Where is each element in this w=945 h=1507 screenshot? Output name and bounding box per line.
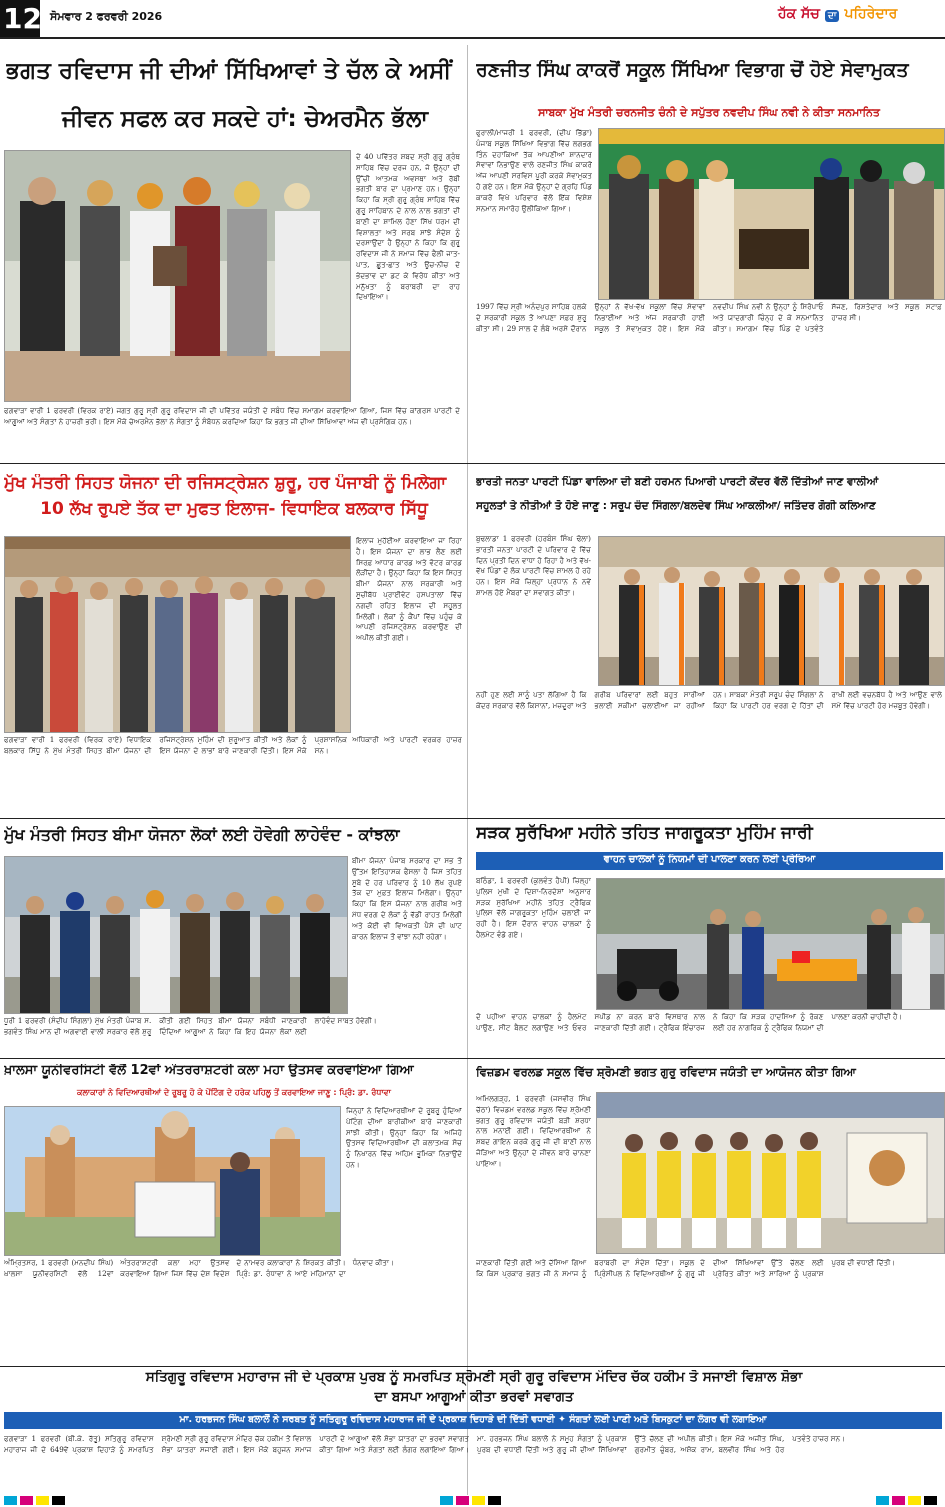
story4-body-bottom: ਨਹੀਂ ਹੁਣ ਲਈ ਸਾਨੂੰ ਪਤਾ ਲੱਗਿਆ ਹੈ ਕਿ ਕੇਂਦਰ ਸਰਕਾਰ ਵੱਲੋਂ ਕਿਸਾਨਾਂ, ਮਜ਼ਦੂਰਾਂ ਅਤੇ ਗਰੀਬ ਪਰਿਵਾਰਾਂ ਲਈ ਬਹੁਤ ਸਾਰੀਆਂ ਭਲਾਈ ਸਕੀਮਾਂ ਚਲਾਈਆਂ ਜਾ ਰਹੀਆਂ ਹਨ। ਸਾਬਕਾ ਮੰਤਰੀ ਸਰੂਪ ਚੰਦ ਸਿੰਗਲਾ ਨੇ ਕਿਹਾ ਕਿ ਪਾਰਟੀ ਹਰ ਵਰਗ ਦੇ ਹਿੱਤਾਂ ਦੀ ਰਾਖੀ ਲਈ ਵਚਨਬੱਧ ਹੈ ਅਤੇ ਆਉਣ ਵਾਲੇ ਸਮੇਂ ਵਿੱਚ ਪਾਰਟੀ ਹੋਰ ਮਜ਼ਬੂਤ ਹੋਵੇਗੀ। [476, 690, 942, 710]
story8-body-bottom: ਜਾਣਕਾਰੀ ਦਿੱਤੀ ਗਈ ਅਤੇ ਦੱਸਿਆ ਗਿਆ ਕਿ ਕਿਸ ਪ੍ਰਕਾਰ ਭਗਤ ਜੀ ਨੇ ਸਮਾਜ ਨੂੰ ਬਰਾਬਰੀ ਦਾ ਸੰਦੇਸ਼ ਦਿੱਤਾ। ਸਕੂਲ ਦੇ ਪ੍ਰਿੰਸੀਪਲ ਨੇ ਵਿਦਿਆਰਥੀਆਂ ਨੂੰ ਗੁਰੂ ਜੀ ਦੀਆਂ ਸਿੱਖਿਆਵਾਂ ਉੱਤੇ ਚੱਲਣ ਲਈ ਪ੍ਰੇਰਿਤ ਕੀਤਾ ਅਤੇ ਸਾਰਿਆਂ ਨੂੰ ਪ੍ਰਕਾਸ਼ ਪੁਰਬ ਦੀ ਵਧਾਈ ਦਿੱਤੀ। [476, 1258, 896, 1278]
story2-subheadline: ਸਾਬਕਾ ਮੁੱਖ ਮੰਤਰੀ ਚਰਨਜੀਤ ਚੰਨੀ ਦੇ ਸਪੁੱਤਰ ਨਵਦੀਪ ਸਿੰਘ ਨਵੀ ਨੇ ਕੀਤਾ ਸਨਮਾਨਿਤ [538, 106, 880, 119]
story1-caption: ਫਗਵਾੜਾ ਵਾਰੀ 1 ਫਰਵਰੀ (ਵਿਰਕ ਰਾਏ) ਜਗਤ ਗੁਰੂ ਸ੍ਰੀ ਗੁਰੂ ਰਵਿਦਾਸ ਜੀ ਦੀ ਪਵਿੱਤਰ ਜਯੰਤੀ ਦੇ ਸਬੰਧ ਵਿੱਚ ਸਮਾਗਮ ਕਰਵਾਇਆ ਗਿਆ, ਜਿਸ ਵਿੱਚ ਕਾਂਗਰਸ ਪਾਰਟੀ ਦੇ ਆਗੂਆਂ ਅਤੇ ਸੰਗਤਾਂ ਨੇ ਹਾਜ਼ਰੀ ਭਰੀ। ਇਸ ਮੌਕੇ ਚੇਅਰਮੈਨ ਭੱਲਾ ਨੇ ਸੰਗਤਾਂ ਨੂੰ ਸੰਬੋਧਨ ਕਰਦਿਆਂ ਕਿਹਾ ਕਿ ਭਗਤ ਜੀ ਦੀਆਂ ਸਿੱਖਿਆਵਾਂ ਅੱਜ ਵੀ ਪ੍ਰਸੰਗਿਕ ਹਨ। [4, 406, 460, 426]
story5-headline: ਮੁੱਖ ਮੰਤਰੀ ਸਿਹਤ ਬੀਮਾ ਯੋਜਨਾ ਲੋਕਾਂ ਲਈ ਹੋਵੇਗੀ ਲਾਹੇਵੰਦ - ਕਾਂਝਲਾ [4, 826, 400, 844]
section-rule-4 [0, 1366, 945, 1367]
story3-body: ਇਲਾਜ ਮੁਹੱਈਆ ਕਰਵਾਇਆ ਜਾ ਰਿਹਾ ਹੈ। ਇਸ ਯੋਜਨਾ ਦਾ ਲਾਭ ਲੈਣ ਲਈ ਸਿਰਫ਼ ਆਧਾਰ ਕਾਰਡ ਅਤੇ ਵੋਟਰ ਕਾਰਡ ਲੋੜੀਂਦਾ ਹੈ। ਉਨ੍ਹਾਂ ਕਿਹਾ ਕਿ ਇਸ ਸਿਹਤ ਬੀਮਾ ਯੋਜਨਾ ਨਾਲ ਸਰਕਾਰੀ ਅਤੇ ਸੂਚੀਬੱਧ ਪ੍ਰਾਈਵੇਟ ਹਸਪਤਾਲਾਂ ਵਿੱਚ ਨਗਦੀ ਰਹਿਤ ਇਲਾਜ ਦੀ ਸਹੂਲਤ ਮਿਲੇਗੀ। ਲੋਕਾਂ ਨੂੰ ਕੈਂਪਾਂ ਵਿੱਚ ਪਹੁੰਚ ਕੇ ਆਪਣੀ ਰਜਿਸਟ੍ਰੇਸ਼ਨ ਕਰਵਾਉਣ ਦੀ ਅਪੀਲ ਕੀਤੀ ਗਈ। [356, 536, 462, 643]
story2-headline: ਰਣਜੀਤ ਸਿੰਘ ਕਾਕਰੋਂ ਸਕੂਲ ਸਿੱਖਿਆ ਵਿਭਾਗ ਚੋਂ ਹੋਏ ਸੇਵਾਮੁਕਤ [476, 60, 909, 81]
story4-headline-line2: ਸਹੂਲਤਾਂ ਤੇ ਨੀਤੀਆਂ ਤੋ ਹੋਏ ਜਾਣੂ : ਸਰੂਪ ਚੰਦ ਸਿੰਗਲਾ/ਬਲਦੇਵ ਸਿੰਘ ਆਕਲੀਆ/ ਜਤਿੰਦਰ ਗੋਗੀ ਕਲਿਆਣ [476, 500, 876, 512]
story1-headline-line2: ਜੀਵਨ ਸਫਲ ਕਰ ਸਕਦੇ ਹਾਂ: ਚੇਅਰਮੈਨ ਭੱਲਾ [62, 106, 428, 132]
masthead-word-3: ਪਹਿਰੇਦਾਰ [844, 6, 898, 22]
masthead-word-1: ਹੱਕ ਸੱਚ [778, 6, 820, 22]
story6-subheadline: ਵਾਹਨ ਚਾਲਕਾਂ ਨੂੰ ਨਿਯਮਾਂ ਦੀ ਪਾਲਣਾ ਕਰਨ ਲਈ ਪ੍ਰੇਰਿਆ [603, 854, 816, 865]
masthead-word-2: ਦਾ [825, 10, 840, 22]
story8-headline: ਵਿਜ਼ਡਮ ਵਰਲਡ ਸਕੂਲ ਵਿੱਚ ਸ਼੍ਰੋਮਣੀ ਭਗਤ ਗੁਰੂ ਰਵਿਦਾਸ ਜਯੰਤੀ ਦਾ ਆਯੋਜਨ ਕੀਤਾ ਗਿਆ [476, 1066, 856, 1079]
story9-body: ਫਗਵਾੜਾ 1 ਫਰਵਰੀ (ਬੀ.ਕੇ. ਰੱਤੂ) ਸਤਿਗੁਰੂ ਰਵਿਦਾਸ ਮਹਾਰਾਜ ਜੀ ਦੇ 649ਵੇਂ ਪ੍ਰਕਾਸ਼ ਦਿਹਾੜੇ ਨੂੰ ਸਮਰਪਿਤ ਸ਼੍ਰੋਮਣੀ ਸ੍ਰੀ ਗੁਰੂ ਰਵਿਦਾਸ ਮੰਦਿਰ ਚੱਕ ਹਕੀਮ ਤੋਂ ਵਿਸ਼ਾਲ ਸ਼ੋਭਾ ਯਾਤਰਾ ਸਜਾਈ ਗਈ। ਇਸ ਮੌਕੇ ਬਹੁਜਨ ਸਮਾਜ ਪਾਰਟੀ ਦੇ ਆਗੂਆਂ ਵੱਲੋਂ ਸ਼ੋਭਾ ਯਾਤਰਾ ਦਾ ਭਰਵਾਂ ਸਵਾਗਤ ਕੀਤਾ ਗਿਆ ਅਤੇ ਸੰਗਤਾਂ ਲਈ ਲੰਗਰ ਲਗਾਇਆ ਗਿਆ। ਮਾ. ਹਰਭਜਨ ਸਿੰਘ ਬਲਾਲੋਂ ਨੇ ਸਮੂਹ ਸੰਗਤਾਂ ਨੂੰ ਪ੍ਰਕਾਸ਼ ਪੁਰਬ ਦੀ ਵਧਾਈ ਦਿੱਤੀ ਅਤੇ ਗੁਰੂ ਜੀ ਦੀਆਂ ਸਿੱਖਿਆਵਾਂ ਉੱਤੇ ਚੱਲਣ ਦੀ ਅਪੀਲ ਕੀਤੀ। ਇਸ ਮੌਕੇ ਅਜੀਤ ਸਿੰਘ, ਗੁਰਮੀਤ ਚੁੰਬਰ, ਅਸ਼ੋਕ ਰਾਮ, ਬਲਵੀਰ ਸਿੰਘ ਅਤੇ ਹੋਰ ਪਤਵੰਤੇ ਹਾਜ਼ਰ ਸਨ। [4, 1434, 845, 1454]
story9-headline-line1: ਸਤਿਗੁਰੂ ਰਵਿਦਾਸ ਮਹਾਰਾਜ ਜੀ ਦੇ ਪ੍ਰਕਾਸ਼ ਪੁਰਬ ਨੂੰ ਸਮਰਪਿਤ ਸ਼੍ਰੋਮਣੀ ਸ੍ਰੀ ਗੁਰੂ ਰਵਿਦਾਸ ਮੰਦਿਰ ਚੱਕ ਹਕੀਮ ਤੋ ਸਜਾਈ ਵਿਸ਼ਾਲ ਸ਼ੋਭਾ [145, 1370, 803, 1385]
registration-cyan [4, 1496, 17, 1505]
story3-headline-line2: 10 ਲੱਖ ਰੁਪਏ ਤੱਕ ਦਾ ਮੁਫਤ ਇਲਾਜ- ਵਿਧਾਇਕ ਬਲਕਾਰ ਸਿੱਧੂ [40, 500, 428, 519]
story1-body: ਦੇ 40 ਪਵਿੱਤਰ ਸ਼ਬਦ ਸ੍ਰੀ ਗੁਰੂ ਗ੍ਰੰਥ ਸਾਹਿਬ ਵਿੱਚ ਦਰਜ ਹਨ, ਜੋ ਉਨ੍ਹਾਂ ਦੀ ਉੱਚੀ ਆਤਮਕ ਅਵਸਥਾ ਅਤੇ ਰੱਬੀ ਭਗਤੀ ਬਾਰ ਦਾ ਪ੍ਰਮਾਣ ਹਨ। ਉਨ੍ਹਾਂ ਕਿਹਾ ਕਿ ਸ੍ਰੀ ਗੁਰੂ ਗ੍ਰੰਥ ਸਾਹਿਬ ਵਿੱਚ ਗੁਰੂ ਸਾਹਿਬਾਨ ਦੇ ਨਾਲ ਨਾਲ ਭਗਤਾਂ ਦੀ ਬਾਣੀ ਦਾ ਸ਼ਾਮਿਲ ਹੋਣਾ ਸਿੱਖ ਧਰਮ ਦੀ ਵਿਸ਼ਾਲਤਾ ਅਤੇ ਸਰਬ ਸਾਂਝੇ ਸੰਦੇਸ਼ ਨੂੰ ਦਰਸਾਉਂਦਾ ਹੈ ਉਨ੍ਹਾਂ ਨੇ ਕਿਹਾ ਕਿ ਗੁਰੂ ਰਵਿਦਾਸ ਜੀ ਨੇ ਸਮਾਜ ਵਿੱਚ ਫੈਲੀ ਜਾਤ-ਪਾਤ, ਛੂਤ-ਛਾਤ ਅਤੇ ਊਚ-ਨੀਚ ਦੇ ਭੇਦਭਾਵ ਦਾ ਡਟ ਕੇ ਵਿਰੋਧ ਕੀਤਾ ਅਤੇ ਮਨੁੱਖਤਾ ਨੂੰ ਬਰਾਬਰੀ ਦਾ ਰਾਹ ਦਿਖਾਇਆ। [356, 152, 460, 302]
registration-yellow-right [908, 1496, 921, 1505]
story7-photo [4, 1106, 341, 1256]
story3-caption: ਫਗਵਾੜਾ ਵਾਰੀ 1 ਫਰਵਰੀ (ਵਿਰਕ ਰਾਏ) ਵਿਧਾਇਕ ਬਲਕਾਰ ਸਿੱਧੂ ਨੇ ਮੁੱਖ ਮੰਤਰੀ ਸਿਹਤ ਬੀਮਾ ਯੋਜਨਾ ਦੀ ਰਜਿਸਟ੍ਰੇਸ਼ਨ ਮੁਹਿੰਮ ਦੀ ਸ਼ੁਰੂਆਤ ਕੀਤੀ ਅਤੇ ਲੋਕਾਂ ਨੂੰ ਇਸ ਯੋਜਨਾ ਦੇ ਲਾਭਾਂ ਬਾਰੇ ਜਾਣਕਾਰੀ ਦਿੱਤੀ। ਇਸ ਮੌਕੇ ਪ੍ਰਸ਼ਾਸਨਿਕ ਅਧਿਕਾਰੀ ਅਤੇ ਪਾਰਟੀ ਵਰਕਰ ਹਾਜ਼ਰ ਸਨ। [4, 735, 462, 755]
story7-body: ਜਿਨ੍ਹਾਂ ਨੇ ਵਿਦਿਆਰਥੀਆਂ ਦੇ ਰੂਬਰੂ ਹੁੰਦਿਆਂ ਪੇਂਟਿੰਗ ਦੀਆਂ ਬਾਰੀਕੀਆਂ ਬਾਰੇ ਜਾਣਕਾਰੀ ਸਾਂਝੀ ਕੀਤੀ। ਉਨ੍ਹਾਂ ਕਿਹਾ ਕਿ ਅਜਿਹੇ ਉਤਸਵ ਵਿਦਿਆਰਥੀਆਂ ਦੀ ਕਲਾਤਮਕ ਸੋਚ ਨੂੰ ਨਿਖਾਰਨ ਵਿੱਚ ਅਹਿਮ ਭੂਮਿਕਾ ਨਿਭਾਉਂਦੇ ਹਨ। [346, 1106, 462, 1169]
registration-magenta [20, 1496, 33, 1505]
registration-black-right [924, 1496, 937, 1505]
story5-caption: ਧੂਰੀ 1 ਫਰਵਰੀ (ਸੰਦੀਪ ਸਿੰਗਲਾ) ਮੁੱਖ ਮੰਤਰੀ ਪੰਜਾਬ ਸ. ਭਗਵੰਤ ਸਿੰਘ ਮਾਨ ਦੀ ਅਗਵਾਈ ਵਾਲੀ ਸਰਕਾਰ ਵੱਲੋਂ ਸ਼ੁਰੂ ਕੀਤੀ ਗਈ ਸਿਹਤ ਬੀਮਾ ਯੋਜਨਾ ਸਬੰਧੀ ਜਾਣਕਾਰੀ ਦਿੰਦਿਆਂ ਆਗੂਆਂ ਨੇ ਕਿਹਾ ਕਿ ਇਹ ਯੋਜਨਾ ਲੋਕਾਂ ਲਈ ਲਾਹੇਵੰਦ ਸਾਬਤ ਹੋਵੇਗੀ। [4, 1016, 377, 1036]
story3-photo [4, 536, 351, 733]
section-rule-2 [0, 818, 945, 819]
story6-body-bottom: ਦੋ ਪਹੀਆ ਵਾਹਨ ਚਾਲਕਾਂ ਨੂੰ ਹੈਲਮੇਟ ਪਾਉਣ, ਸੀਟ ਬੈਲਟ ਲਗਾਉਣ ਅਤੇ ਓਵਰ ਸਪੀਡ ਨਾ ਕਰਨ ਬਾਰੇ ਵਿਸਥਾਰ ਨਾਲ ਜਾਣਕਾਰੀ ਦਿੱਤੀ ਗਈ। ਟ੍ਰੈਫਿਕ ਇੰਚਾਰਜ ਨੇ ਕਿਹਾ ਕਿ ਸੜਕ ਹਾਦਸਿਆਂ ਨੂੰ ਰੋਕਣ ਲਈ ਹਰ ਨਾਗਰਿਕ ਨੂੰ ਟ੍ਰੈਫਿਕ ਨਿਯਮਾਂ ਦੀ ਪਾਲਣਾ ਕਰਨੀ ਚਾਹੀਦੀ ਹੈ। [476, 1012, 903, 1032]
section-rule-3 [0, 1058, 945, 1059]
section-rule-1 [0, 463, 945, 464]
page-number: 12 [3, 2, 42, 35]
registration-yellow-mid [472, 1496, 485, 1505]
registration-magenta-right [892, 1496, 905, 1505]
story1-headline-line1: ਭਗਤ ਰਵਿਦਾਸ ਜੀ ਦੀਆਂ ਸਿੱਖਿਆਵਾਂ ਤੇ ਚੱਲ ਕੇ ਅਸੀਂ [6, 58, 452, 84]
issue-date: ਸੋਮਵਾਰ 2 ਫਰਵਰੀ 2026 [50, 10, 163, 23]
story8-photo [596, 1092, 945, 1254]
story8-body-left: ਅਮਿਲਗੜ੍ਹ, 1 ਫਰਵਰੀ (ਜਸਵੀਰ ਸਿੰਘ ਚੱਠਾ) ਵਿਜ਼ਡਮ ਵਰਲਡ ਸਕੂਲ ਵਿੱਚ ਸ਼੍ਰੋਮਣੀ ਭਗਤ ਗੁਰੂ ਰਵਿਦਾਸ ਜਯੰਤੀ ਬੜੀ ਸ਼ਰਧਾ ਨਾਲ ਮਨਾਈ ਗਈ। ਵਿਦਿਆਰਥੀਆਂ ਨੇ ਸ਼ਬਦ ਗਾਇਨ ਕਰਕੇ ਗੁਰੂ ਜੀ ਦੀ ਬਾਣੀ ਨਾਲ ਜੋੜਿਆ ਅਤੇ ਉਨ੍ਹਾਂ ਦੇ ਜੀਵਨ ਬਾਰੇ ਚਾਨਣਾ ਪਾਇਆ। [476, 1094, 591, 1168]
story7-subheadline: ਕਲਾਕਾਰਾਂ ਨੇ ਵਿਦਿਆਰਥੀਆਂ ਦੇ ਰੂਬਰੂ ਹੋ ਕੇ ਪੇਂਟਿੰਗ ਦੇ ਹਰੇਕ ਪਹਿਲੂ ਤੋਂ ਕਰਵਾਇਆ ਜਾਣੂ : ਪ੍ਰਿੰ: ਡਾ. ਰੰਧਾਵਾ [77, 1088, 391, 1097]
column-divider-1 [467, 45, 468, 1495]
story9-headline-line2: ਦਾ ਬਸਪਾ ਆਗੂਆਂ ਕੀਤਾ ਭਰਵਾਂ ਸਵਾਗਤ [374, 1390, 574, 1405]
story4-photo [598, 536, 945, 686]
header-rule [0, 37, 945, 39]
story6-headline: ਸੜਕ ਸੁਰੱਖਿਆ ਮਹੀਨੇ ਤਹਿਤ ਜਾਗਰੂਕਤਾ ਮੁਹਿੰਮ ਜਾਰੀ [476, 824, 813, 843]
registration-black-mid [488, 1496, 501, 1505]
story2-body-bottom: 1997 ਵਿੱਚ ਸ੍ਰੀ ਅਨੰਦਪੁਰ ਸਾਹਿਬ ਹਲਕੇ ਦੇ ਸਰਕਾਰੀ ਸਕੂਲ ਤੋਂ ਆਪਣਾ ਸਫ਼ਰ ਸ਼ੁਰੂ ਕੀਤਾ ਸੀ। 29 ਸਾਲ ਦੇ ਲੰਬੇ ਅਰਸੇ ਦੌਰਾਨ ਉਨ੍ਹਾਂ ਨੇ ਵੱਖ-ਵੱਖ ਸਕੂਲਾਂ ਵਿੱਚ ਸੇਵਾਵਾਂ ਨਿਭਾਈਆਂ ਅਤੇ ਅੱਜ ਸਰਕਾਰੀ ਹਾਈ ਸਕੂਲ ਤੋਂ ਸੇਵਾਮੁਕਤ ਹੋਏ। ਇਸ ਮੌਕੇ ਨਵਦੀਪ ਸਿੰਘ ਨਵੀ ਨੇ ਉਨ੍ਹਾਂ ਨੂੰ ਸਿਰੋਪਾਓ ਅਤੇ ਯਾਦਗਾਰੀ ਚਿੰਨ੍ਹ ਦੇ ਕੇ ਸਨਮਾਨਿਤ ਕੀਤਾ। ਸਮਾਗਮ ਵਿੱਚ ਪਿੰਡ ਦੇ ਪਤਵੰਤੇ ਸੱਜਣ, ਰਿਸ਼ਤੇਦਾਰ ਅਤੇ ਸਕੂਲ ਸਟਾਫ਼ ਹਾਜ਼ਰ ਸੀ। [476, 302, 942, 333]
story4-headline-line1: ਭਾਰਤੀ ਜਨਤਾ ਪਾਰਟੀ ਪਿੰਡਾ ਵਾਲਿਆ ਦੀ ਬਣੀ ਹਰਮਨ ਪਿਆਰੀ ਪਾਰਟੀ ਕੇਂਦਰ ਵੱਲੋਂ ਦਿੱਤੀਆਂ ਜਾਣ ਵਾਲੀਆਂ [476, 476, 879, 488]
story2-body-left: ਫੁਰਾਲੀ/ਮਾਜਰੀ 1 ਫਰਵਰੀ, (ਦੀਪ ਭਿੱਡਾ) ਪੰਜਾਬ ਸਕੂਲ ਸਿੱਖਿਆ ਵਿਭਾਗ ਵਿੱਚ ਲਗਭਗ ਤਿੰਨ ਦਹਾਕਿਆਂ ਤੱਕ ਆਪਣੀਆਂ ਸ਼ਾਨਦਾਰ ਸੇਵਾਵਾਂ ਨਿਭਾਉਣ ਵਾਲੇ ਰਣਜੀਤ ਸਿੰਘ ਕਾਕਰੋਂ ਅੱਜ ਆਪਣੀ ਸਰਵਿਸ ਪੂਰੀ ਕਰਕੇ ਸੇਵਾਮੁਕਤ ਹੋ ਗਏ ਹਨ। ਇਸ ਮੌਕੇ ਉਨ੍ਹਾਂ ਦੇ ਗ੍ਰਹਿ ਪਿੰਡ ਕਾਕਰੋਂ ਵਿਖੇ ਪਰਿਵਾਰ ਵੱਲੋਂ ਇੱਕ ਵਿਸ਼ੇਸ਼ ਸਨਮਾਨ ਸਮਾਰੋਹ ਉਲੀਕਿਆ ਗਿਆ। [476, 128, 592, 213]
story7-caption: ਅੰਮ੍ਰਿਤਸਰ, 1 ਫਰਵਰੀ (ਮਨਦੀਪ ਸਿੰਘ) ਖ਼ਾਲਸਾ ਯੂਨੀਵਰਸਿਟੀ ਵੱਲੋਂ 12ਵਾਂ ਅੰਤਰਰਾਸ਼ਟਰੀ ਕਲਾ ਮਹਾ ਉਤਸਵ ਕਰਵਾਇਆ ਗਿਆ ਜਿਸ ਵਿੱਚ ਦੇਸ਼ ਵਿਦੇਸ਼ ਦੇ ਨਾਮਵਰ ਕਲਾਕਾਰਾਂ ਨੇ ਸ਼ਿਰਕਤ ਕੀਤੀ। ਪ੍ਰਿੰ: ਡਾ. ਰੰਧਾਵਾ ਨੇ ਆਏ ਮਹਿਮਾਨਾਂ ਦਾ ਧੰਨਵਾਦ ਕੀਤਾ। [4, 1258, 394, 1278]
story1-photo [4, 150, 351, 402]
story5-body: ਬੀਮਾ ਯੋਜਨਾ ਪੰਜਾਬ ਸਰਕਾਰ ਦਾ ਸਭ ਤੋਂ ਉੱਤਮ ਇਤਿਹਾਸਕ ਫੈਸਲਾ ਹੈ ਜਿਸ ਤਹਿਤ ਸੂਬੇ ਦੇ ਹਰ ਪਰਿਵਾਰ ਨੂੰ 10 ਲੱਖ ਰੁਪਏ ਤੱਕ ਦਾ ਮੁਫ਼ਤ ਇਲਾਜ ਮਿਲੇਗਾ। ਉਨ੍ਹਾਂ ਕਿਹਾ ਕਿ ਇਸ ਯੋਜਨਾ ਨਾਲ ਗਰੀਬ ਅਤੇ ਮੱਧ ਵਰਗ ਦੇ ਲੋਕਾਂ ਨੂੰ ਵੱਡੀ ਰਾਹਤ ਮਿਲੇਗੀ ਅਤੇ ਕੋਈ ਵੀ ਵਿਅਕਤੀ ਪੈਸੇ ਦੀ ਘਾਟ ਕਾਰਨ ਇਲਾਜ ਤੋਂ ਵਾਂਝਾ ਨਹੀਂ ਰਹੇਗਾ। [352, 856, 462, 941]
registration-yellow [36, 1496, 49, 1505]
registration-cyan-right [876, 1496, 889, 1505]
story6-photo [596, 878, 945, 1010]
story2-photo [598, 128, 945, 300]
story7-headline: ਖ਼ਾਲਸਾ ਯੂਨੀਵਰਸਿਟੀ ਵੱਲੋਂ 12ਵਾਂ ਅੰਤਰਰਾਸ਼ਟਰੀ ਕਲਾ ਮਹਾ ਉਤਸਵ ਕਰਵਾਇਆ ਗਿਆ [4, 1064, 414, 1078]
story9-subheadline: ਮਾ. ਹਰਭਜਨ ਸਿੰਘ ਬਲਾਲੋਂ ਨੇ ਸਰਬਤ ਨੂੰ ਸਤਿਗੁਰੂ ਰਵਿਦਾਸ ਮਹਾਰਾਜ ਜੀ ਦੇ ਪ੍ਰਕਾਸ਼ ਦਿਹਾੜੇ ਦੀ ਦਿੱਤੀ ਵਧਾਈ ✦ ਸੰਗਤਾਂ ਲਈ ਪਾਣੀ ਅਤੇ ਬਿਸਕੁਟਾਂ ਦਾ ਲੰਗਰ ਵੀ ਲਗਾਇਆ [179, 1414, 767, 1425]
story4-body-left: ਬੁਢਲਾਡਾ 1 ਫਰਵਰੀ (ਹਰਬੰਸ ਸਿੰਘ ਢੋਲਾ) ਭਾਰਤੀ ਜਨਤਾ ਪਾਰਟੀ ਦੇ ਪਰਿਵਾਰ ਦੇ ਵਿੱਚ ਦਿਨ ਪ੍ਰਤੀ ਦਿਨ ਵਾਧਾ ਹੋ ਰਿਹਾ ਹੈ ਅਤੇ ਵੱਖ-ਵੱਖ ਪਿੰਡਾਂ ਦੇ ਲੋਕ ਪਾਰਟੀ ਵਿੱਚ ਸ਼ਾਮਲ ਹੋ ਰਹੇ ਹਨ। ਇਸ ਮੌਕੇ ਜ਼ਿਲ੍ਹਾ ਪ੍ਰਧਾਨ ਨੇ ਨਵੇਂ ਸ਼ਾਮਲ ਹੋਏ ਮੈਂਬਰਾਂ ਦਾ ਸਵਾਗਤ ਕੀਤਾ। [476, 534, 591, 597]
masthead [778, 3, 943, 33]
registration-black [52, 1496, 65, 1505]
story6-body-left: ਬਠਿੰਡਾ, 1 ਫਰਵਰੀ (ਕੁਲਵੰਤ ਹੈਪੀ) ਜ਼ਿਲ੍ਹਾ ਪੁਲਿਸ ਮੁਖੀ ਦੇ ਦਿਸ਼ਾ-ਨਿਰਦੇਸ਼ਾਂ ਅਨੁਸਾਰ ਸੜਕ ਸੁਰੱਖਿਆ ਮਹੀਨੇ ਤਹਿਤ ਟ੍ਰੈਫਿਕ ਪੁਲਿਸ ਵੱਲੋਂ ਜਾਗਰੂਕਤਾ ਮੁਹਿੰਮ ਚਲਾਈ ਜਾ ਰਹੀ ਹੈ। ਇਸ ਦੌਰਾਨ ਵਾਹਨ ਚਾਲਕਾਂ ਨੂੰ ਹੈਲਮੇਟ ਵੰਡੇ ਗਏ। [476, 876, 591, 939]
registration-magenta-mid [456, 1496, 469, 1505]
registration-cyan-mid [440, 1496, 453, 1505]
story5-photo [4, 856, 348, 1014]
story3-headline-line1: ਮੁੱਖ ਮੰਤਰੀ ਸਿਹਤ ਯੋਜਨਾ ਦੀ ਰਜਿਸਟ੍ਰੇਸ਼ਨ ਸ਼ੁਰੂ, ਹਰ ਪੰਜਾਬੀ ਨੂੰ ਮਿਲੇਗਾ [4, 474, 447, 493]
